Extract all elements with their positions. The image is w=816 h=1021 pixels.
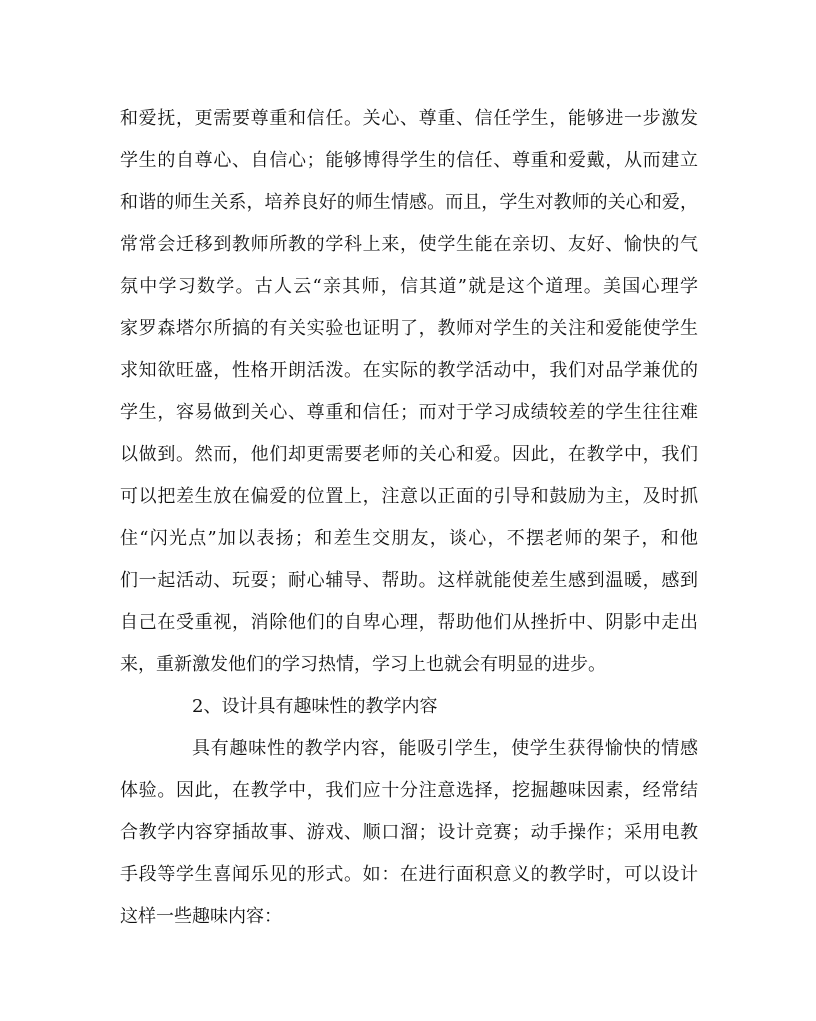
text-line: 这样一些趣味内容： — [120, 906, 282, 927]
text-line: 和谐的师生关系，培养良好的师生情感。而且，学生对教师的关心和爱， — [120, 192, 698, 213]
paragraph-2 — [120, 728, 698, 938]
text-line: 学生的自尊心、自信心；能够博得学生的信任、尊重和爱戴，从而建立 — [120, 150, 698, 171]
text-line: 具有趣味性的教学内容，能吸引学生，使学生获得愉快的情感 — [192, 738, 698, 759]
text-line: 来，重新激发他们的学习热情，学习上也就会有明显的进步。 — [120, 654, 606, 675]
text-line: 体验。因此，在教学中，我们应十分注意选择，挖掘趣味因素，经常结 — [120, 780, 698, 801]
text-line: 合教学内容穿插故事、游戏、顺口溜；设计竞赛；动手操作；采用电教 — [120, 822, 698, 843]
text-line: 住“闪光点”加以表扬；和差生交朋友，谈心，不摆老师的架子，和他 — [120, 528, 698, 549]
text-line: 氛中学习数学。古人云“亲其师，信其道”就是这个道理。美国心理学 — [120, 276, 698, 297]
text-line: 和爱抚，更需要尊重和信任。关心、尊重、信任学生，能够进一步激发 — [120, 108, 698, 129]
text-line: 家罗森塔尔所搞的有关实验也证明了，教师对学生的关注和爱能使学生 — [120, 318, 698, 339]
text-line: 常常会迁移到教师所教的学科上来，使学生能在亲切、友好、愉快的气 — [120, 234, 698, 255]
document-body — [120, 98, 698, 938]
section-heading: 2、设计具有趣味性的教学内容 — [192, 696, 438, 717]
text-line: 可以把差生放在偏爱的位置上，注意以正面的引导和鼓励为主，及时抓 — [120, 486, 698, 507]
text-line: 学生，容易做到关心、尊重和信任；而对于学习成绩较差的学生往往难 — [120, 402, 698, 423]
text-line: 以做到。然而，他们却更需要老师的关心和爱。因此，在教学中，我们 — [120, 444, 698, 465]
text-line: 手段等学生喜闻乐见的形式。如：在进行面积意义的教学时，可以设计 — [120, 864, 698, 885]
text-line: 们一起活动、玩耍；耐心辅导、帮助。这样就能使差生感到温暖，感到 — [120, 570, 698, 591]
text-line: 求知欲旺盛，性格开朗活泼。在实际的教学活动中，我们对品学兼优的 — [120, 360, 698, 381]
text-line: 自己在受重视，消除他们的自卑心理，帮助他们从挫折中、阴影中走出 — [120, 612, 698, 633]
paragraph-1 — [120, 98, 698, 686]
